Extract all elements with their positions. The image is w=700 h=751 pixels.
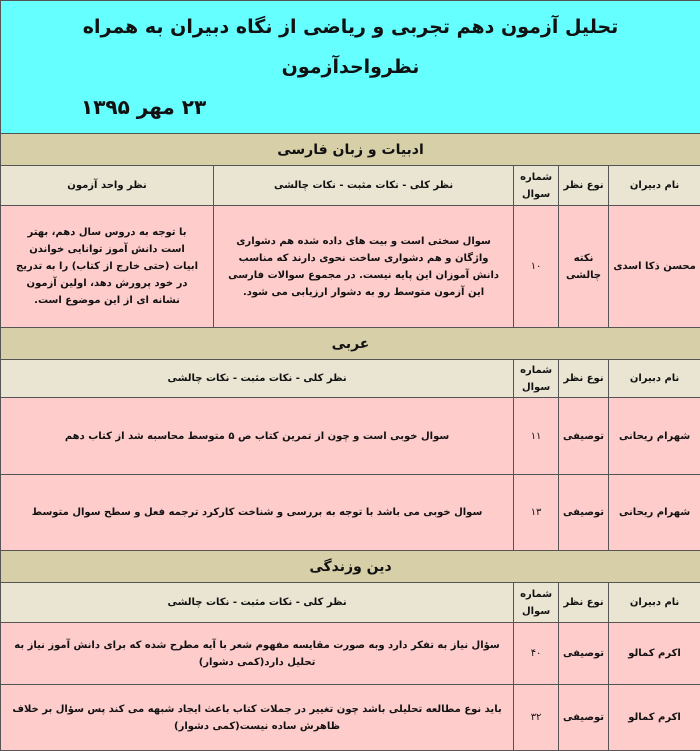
header-unit: نظر واحد آزمون: [1, 166, 214, 206]
opinion-type: توصیفی: [559, 623, 609, 685]
comment: باید نوع مطالعه تحلیلی باشد چون تغییر در جملات کتاب باعث ایجاد شبهه می کند پس سؤال بر خلاف ظاهرش ساده نیست(کمی دشوار): [1, 685, 514, 751]
question-number: ۴۰: [514, 623, 559, 685]
title-cell: [1, 1, 700, 134]
header-type: نوع نظر: [559, 583, 609, 623]
opinion-type: توصیفی: [559, 685, 609, 751]
header-comment: نظر کلی - نکات مثبت - نکات چالشی: [1, 360, 514, 398]
header-number: شماره سوال: [514, 583, 559, 623]
header-comment: نظر کلی - نکات مثبت - نکات چالشی: [214, 166, 514, 206]
comment: سوال خوبی است و چون از تمرین کتاب ص ۵ متوسط محاسبه شد از کتاب دهم: [1, 398, 514, 475]
opinion-type: توصیفی: [559, 398, 609, 475]
opinion-type: توصیفی: [559, 475, 609, 551]
question-number: ۱۱: [514, 398, 559, 475]
table-row: [1, 206, 700, 328]
section-title: دین وزندگی: [1, 551, 700, 583]
section-title: عربی: [1, 328, 700, 360]
question-number: ۱۰: [514, 206, 559, 328]
section-title: ادبیات و زبان فارسی: [1, 134, 700, 166]
header-type: نوع نظر: [559, 166, 609, 206]
teacher-name: شهرام ریحانی: [609, 475, 700, 551]
header-number: شماره سوال: [514, 166, 559, 206]
question-number: ۳۲: [514, 685, 559, 751]
header-name: نام دبیران: [609, 583, 700, 623]
table-row: [1, 398, 700, 475]
header-name: نام دبیران: [609, 360, 700, 398]
exam-date: ۲۳ مهر ۱۳۹۵: [21, 87, 680, 127]
teacher-name: محسن ذکا اسدی: [609, 206, 700, 328]
table-row: [1, 685, 700, 751]
comment: سؤال نیاز به تفکر دارد وبه صورت مقایسه مفهوم شعر با آیه مطرح شده که برای دانش آموز نیاز به تحلیل دارد(کمی دشوار): [1, 623, 514, 685]
header-type: نوع نظر: [559, 360, 609, 398]
question-number: ۱۳: [514, 475, 559, 551]
opinion-type: نکته چالشی: [559, 206, 609, 328]
header-number: شماره سوال: [514, 360, 559, 398]
unit-opinion: با توجه به دروس سال دهم، بهتر است دانش آموز توانایی خواندن ابیات (حتی خارج از کتاب) را به تدریج در خود پرورش دهد، اولین آزمون نشانه ای از این موضوع است.: [1, 206, 214, 328]
table-row: [1, 475, 700, 551]
comment: سوال سختی است و بیت های داده شده هم دشواری واژگان و هم دشواری ساخت نحوی دارند که مناسب دانش آموزان این پایه نیست. در مجموع سوالات فارسی این آزمون متوسط رو به دشوار ارزیابی می شود.: [214, 206, 514, 328]
teacher-name: اکرم کمالو: [609, 623, 700, 685]
teacher-name: شهرام ریحانی: [609, 398, 700, 475]
page-title: تحلیل آزمون دهم تجربی و ریاضی از نگاه دبیران به همراه نظرواحدآزمون: [21, 7, 680, 87]
table-row: [1, 623, 700, 685]
header-name: نام دبیران: [609, 166, 700, 206]
teacher-name: اکرم کمالو: [609, 685, 700, 751]
header-comment: نظر کلی - نکات مثبت - نکات چالشی: [1, 583, 514, 623]
comment: سوال خوبی می باشد با توجه به بررسی و شناخت کارکرد ترجمه فعل و سطح سوال متوسط: [1, 475, 514, 551]
